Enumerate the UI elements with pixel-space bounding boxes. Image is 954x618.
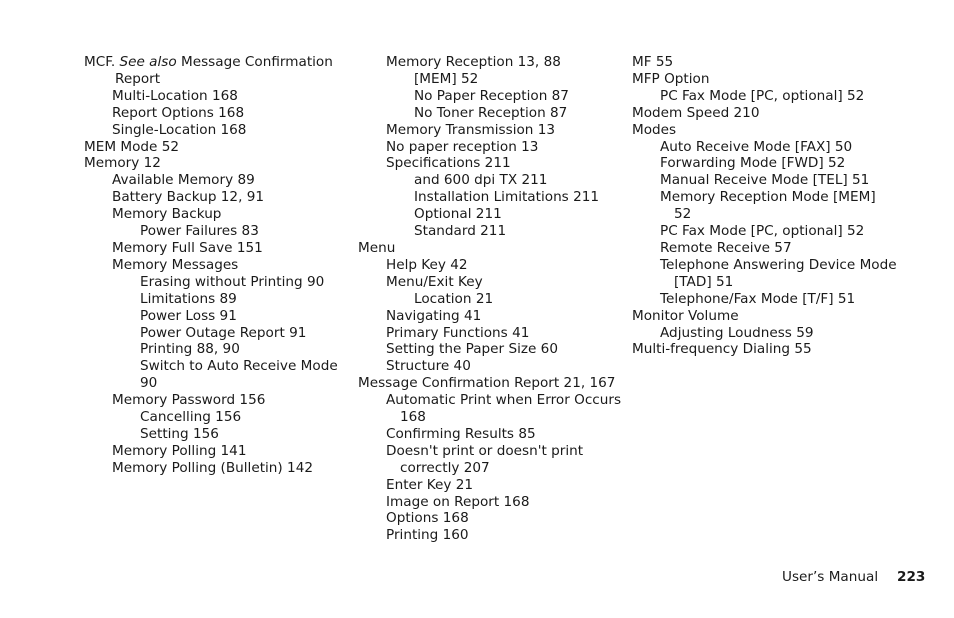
index-subentry: No Toner Reception 87: [414, 104, 568, 121]
index-subentry: Memory Reception 13, 88: [386, 54, 561, 70]
index-subentry: Switch to Auto Receive Mode: [140, 358, 338, 375]
index-subentry: Memory Backup: [112, 206, 222, 223]
entry-see-also: See also: [119, 54, 177, 70]
index-subentry: Printing 88, 90: [140, 341, 240, 358]
index-entry: Monitor Volume: [632, 307, 739, 324]
index-subentry: Power Outage Report 91: [140, 324, 307, 341]
index-entry: MEM Mode 52: [84, 138, 180, 155]
index-column-2: [358, 54, 620, 544]
index-subentry: Primary Functions 41: [386, 324, 530, 341]
index-entry: Menu: [358, 239, 396, 256]
index-subentry: Optional 211: [414, 206, 502, 223]
index-subentry: PC Fax Mode [PC, optional] 52: [660, 223, 865, 240]
index-subentry: Memory Transmission 13: [386, 121, 556, 138]
index-entry: Message Confirmation Report 21, 167: [358, 375, 616, 392]
index-subentry: Setting the Paper Size 60: [386, 341, 558, 358]
index-entry: Modem Speed 210: [632, 104, 760, 121]
footer-manual-title: User’s Manual: [782, 569, 879, 585]
index-subentry: Help Key 42: [386, 256, 468, 273]
index-entry: Memory 12: [84, 155, 161, 172]
index-subentry: Forwarding Mode [FWD] 52: [660, 155, 846, 172]
index-subentry: No paper reception 13: [386, 138, 539, 155]
index-subentry: Enter Key 21: [386, 476, 474, 493]
index-subentry: Menu/Exit Key: [386, 273, 483, 290]
index-subentry: Printing 160: [386, 527, 469, 544]
page-number: 223: [897, 569, 926, 585]
index-subentry: Automatic Print when Error Occurs: [386, 392, 622, 409]
index-subentry: and 600 dpi TX 211: [414, 172, 548, 189]
index-subentry: Single-Location 168: [112, 121, 247, 138]
index-subentry: Available Memory 89: [112, 172, 255, 189]
index-subentry: Installation Limitations 211: [414, 189, 600, 206]
entry-text: MCF.: [84, 54, 120, 70]
index-subentry: Confirming Results 85: [386, 425, 536, 442]
index-subentry: Structure 40: [386, 358, 471, 375]
index-subentry: Telephone Answering Device Mode: [660, 256, 897, 273]
index-subentry: Erasing without Printing 90: [140, 273, 325, 290]
index-subentry: Cancelling 156: [140, 409, 242, 426]
index-subentry: Power Loss 91: [140, 307, 237, 324]
index-subentry: Remote Receive 57: [660, 239, 792, 256]
entry-text-after: Message Confirmation: [176, 54, 333, 70]
index-entry-continuation: 90: [140, 375, 158, 392]
index-subentry: Image on Report 168: [386, 493, 530, 510]
index-subentry: Location 21: [414, 290, 494, 307]
index-subentry: Memory Full Save 151: [112, 239, 263, 256]
index-subentry: Specifications 211: [386, 155, 511, 172]
index-column-1: [84, 54, 346, 477]
index-entry: Multi-frequency Dialing 55: [632, 341, 812, 358]
index-subentry: Setting 156: [140, 425, 219, 442]
index-subentry: Limitations 89: [140, 290, 237, 307]
index-subentry: Telephone/Fax Mode [T/F] 51: [660, 290, 856, 307]
index-subentry: Power Failures 83: [140, 223, 259, 240]
index-subentry: Options 168: [386, 510, 469, 527]
index-column-3: [632, 54, 897, 358]
index-entry: MFP Option: [632, 70, 710, 87]
index-entry-continuation: Report: [115, 70, 161, 87]
index-entry: Modes: [632, 121, 677, 138]
index-subentry: Navigating 41: [386, 307, 482, 324]
index-subentry: Doesn't print or doesn't print: [386, 442, 584, 459]
index-entry: [84, 54, 346, 71]
index-subentry: Adjusting Loudness 59: [660, 324, 814, 341]
index-subentry: Memory Password 156: [112, 392, 266, 409]
index-subentry: Memory Polling 141: [112, 442, 247, 459]
index-subentry: Auto Receive Mode [FAX] 50: [660, 138, 853, 155]
index-entry-continuation: 168: [400, 409, 426, 426]
index-subentry: [MEM] 52: [414, 70, 479, 87]
index-subentry: Battery Backup 12, 91: [112, 189, 265, 206]
index-entry-continuation: [TAD] 51: [674, 273, 734, 290]
index-entry-continuation: correctly 207: [400, 459, 490, 476]
index-subentry: Memory Reception Mode [MEM]: [660, 189, 876, 206]
index-subentry: PC Fax Mode [PC, optional] 52: [660, 87, 865, 104]
index-subentry: No Paper Reception 87: [414, 87, 569, 104]
index-subentry: Standard 211: [414, 223, 507, 240]
index-entry: MF 55: [632, 54, 674, 70]
index-subentry: Memory Messages: [112, 256, 239, 273]
index-entry-continuation: 52: [674, 206, 692, 223]
index-subentry: Memory Polling (Bulletin) 142: [112, 459, 313, 476]
index-subentry: Multi-Location 168: [112, 87, 238, 104]
index-subentry: Manual Receive Mode [TEL] 51: [660, 172, 870, 189]
index-subentry: Report Options 168: [112, 104, 245, 121]
